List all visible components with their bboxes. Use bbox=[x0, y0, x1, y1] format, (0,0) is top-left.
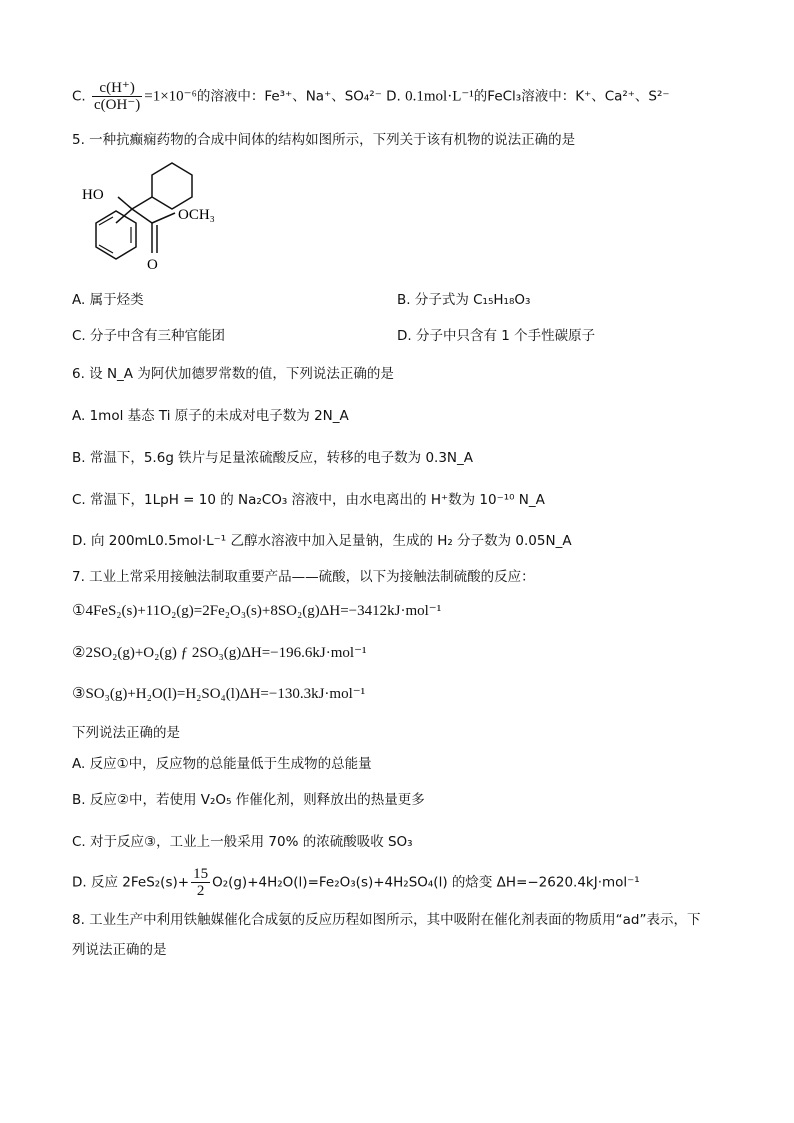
q7-reaction-1: ①4FeS₂(s)+11O₂(g)=2Fe₂O₃(s)+8SO₂(g)ΔH=−3412kJ·mol⁻¹ bbox=[72, 603, 442, 619]
q5-option-a: A. 属于烃类 bbox=[72, 292, 144, 308]
q7-stem: 7. 工业上常采用接触法制取重要产品——硫酸，以下为接触法制硫酸的反应： bbox=[72, 569, 535, 585]
q5-option-c: C. 分子中含有三种官能团 bbox=[72, 328, 226, 344]
q6-option-b: B. 常温下，5.6g 铁片与足量浓硫酸反应，转移的电子数为 0.3N_A bbox=[72, 450, 474, 466]
q7-fraction: $\frac{15}{2}$ bbox=[193, 866, 209, 899]
q8-stem-line-2: 列说法正确的是 bbox=[72, 942, 167, 958]
q4-fraction: $\frac{c(H^+)}{c(OH^-)}$ bbox=[94, 80, 141, 113]
q5-structure-diagram bbox=[80, 155, 260, 280]
q5-option-d: D. 分子中只含有 1 个手性碳原子 bbox=[397, 328, 596, 344]
q7-reaction-2: ②2SO₂(g)+O₂(g) ƒ 2SO₃(g)ΔH=−196.6kJ·mol⁻¹ bbox=[72, 645, 367, 661]
q7-option-a: A. 反应①中，反应物的总能量低于生成物的总能量 bbox=[72, 756, 372, 772]
q5-label-och3: OCH₃ bbox=[178, 207, 215, 223]
q7-reaction-3: ③SO₃(g)+H₂O(l)=H₂SO₄(l)ΔH=−130.3kJ·mol⁻¹ bbox=[72, 686, 366, 702]
q6-option-d: D. 向 200mL0.5mol·L⁻¹ 乙醇水溶液中加入足量钠，生成的 H₂ 分子数为 0.05N_A bbox=[72, 533, 572, 549]
q5-label-o: O bbox=[147, 257, 158, 273]
q7-option-b: B. 反应②中，若使用 V₂O₅ 作催化剂，则释放出的热量更多 bbox=[72, 792, 425, 808]
q8-stem-line-1: 8. 工业生产中利用铁触媒催化合成氨的反应历程如图所示，其中吸附在催化剂表面的物质用“ad”表示，下 bbox=[72, 912, 701, 928]
q5-stem: 5. 一种抗癫痫药物的合成中间体的结构如图所示，下列关于该有机物的说法正确的是 bbox=[72, 132, 576, 148]
q7-option-c: C. 对于反应③，工业上一般采用 70% 的浓硫酸吸收 SO₃ bbox=[72, 834, 413, 850]
q7-option-d: D. 反应 2FeS₂(s)+ $\frac{15}{2}$ O₂(g)+4H₂O(l)=Fe₂O₃(s)+4H₂SO₄(l) 的焓变 ΔH=−2620.4kJ·mol⁻¹ bbox=[72, 866, 640, 899]
q7-subprompt: 下列说法正确的是 bbox=[72, 725, 180, 741]
q6-option-c: C. 常温下，1LpH = 10 的 Na₂CO₃ 溶液中，由水电离出的 H⁺数为 10⁻¹⁰ N_A bbox=[72, 492, 545, 508]
q5-label-ho: HO bbox=[82, 187, 104, 203]
q6-option-a: A. 1mol 基态 Ti 原子的未成对电子数为 2N_A bbox=[72, 408, 349, 424]
q6-stem: 6. 设 N_A 为阿伏加德罗常数的值，下列说法正确的是 bbox=[72, 366, 394, 382]
q4-option-c: C. $\frac{c(H^+)}{c(OH^-)}$ =1×10⁻⁶的溶液中：Fe³⁺、Na⁺、SO₄²⁻ D. 0.1mol·L⁻¹的FeCl₃溶液中：K⁺、Ca²⁺、S²⁻ bbox=[72, 80, 670, 113]
q5-option-b: B. 分子式为 C₁₅H₁₈O₃ bbox=[397, 292, 531, 308]
